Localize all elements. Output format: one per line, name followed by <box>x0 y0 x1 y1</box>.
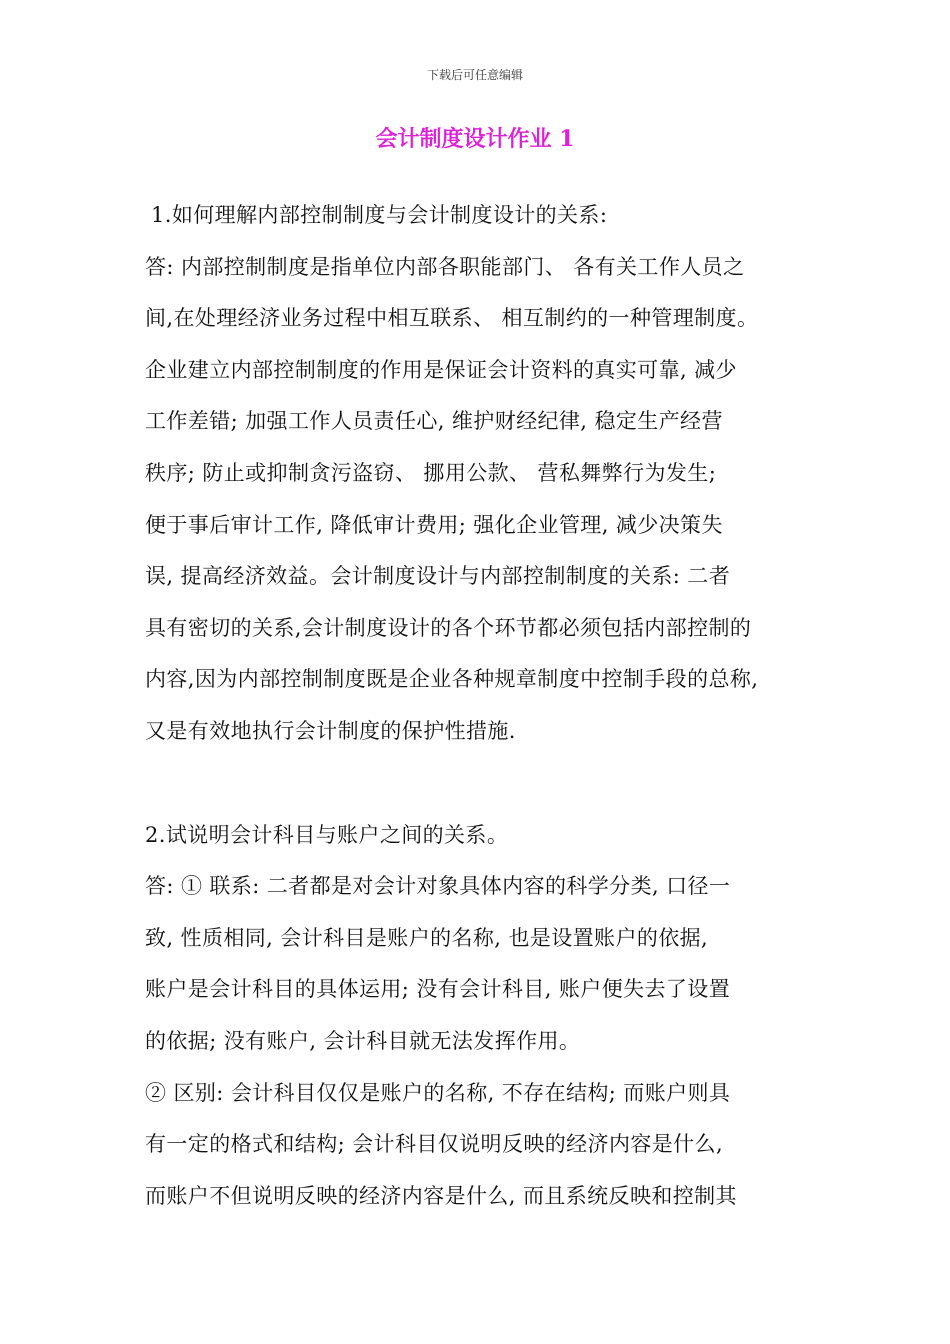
question-2: 2.试说明会计科目与账户之间的关系。 <box>145 822 509 847</box>
answer-1-line: 间,在处理经济业务过程中相互联系、 相互制约的一种管理制度。 <box>145 306 759 331</box>
document-body <box>145 190 815 1222</box>
answer-1-line: 内容,因为内部控制制度既是企业各种规章制度中控制手段的总称, <box>145 667 759 692</box>
answer-1-line: 工作差错; 加强工作人员责任心, 维护财经纪律, 稳定生产经营 <box>145 409 723 434</box>
answer-1-line: 又是有效地执行会计制度的保护性措施. <box>145 718 516 743</box>
answer-2-line: 而账户不但说明反映的经济内容是什么, 而且系统反映和控制其 <box>145 1183 737 1208</box>
header-note: 下载后可任意编辑 <box>426 68 523 82</box>
answer-1-line: 便于事后审计工作, 降低审计费用; 强化企业管理, 减少决策失 <box>145 512 723 537</box>
answer-1-line: 具有密切的关系,会计制度设计的各个环节都必须包括内部控制的 <box>145 615 752 640</box>
answer-2-line: 致, 性质相同, 会计科目是账户的名称, 也是设置账户的依据, <box>145 925 709 950</box>
answer-1-line: 误, 提高经济效益。会计制度设计与内部控制制度的关系: 二者 <box>145 564 731 589</box>
answer-2-line: 的依据; 没有账户, 会计科目就无法发挥作用。 <box>145 1028 581 1053</box>
paragraph-gap <box>145 758 815 810</box>
answer-1-line: 秩序; 防止或抑制贪污盗窃、 挪用公款、 营私舞弊行为发生; <box>145 460 717 485</box>
answer-2-line: 账户是会计科目的具体运用; 没有会计科目, 账户便失去了设置 <box>145 977 731 1002</box>
document-title: 会计制度设计作业 1 <box>375 126 575 152</box>
answer-1-line: 答: 内部控制制度是指单位内部各职能部门、 各有关工作人员之 <box>145 254 745 279</box>
answer-2-line: 答: ① 联系: 二者都是对会计对象具体内容的科学分类, 口径一 <box>145 874 731 899</box>
answer-2-line: 有一定的格式和结构; 会计科目仅说明反映的经济内容是什么, <box>145 1132 724 1157</box>
question-1: 1.如何理解内部控制制度与会计制度设计的关系: <box>151 203 608 227</box>
answer-2-line: ② 区别: 会计科目仅仅是账户的名称, 不存在结构; 而账户则具 <box>145 1080 731 1105</box>
answer-1-line: 企业建立内部控制制度的作用是保证会计资料的真实可靠, 减少 <box>145 357 737 382</box>
